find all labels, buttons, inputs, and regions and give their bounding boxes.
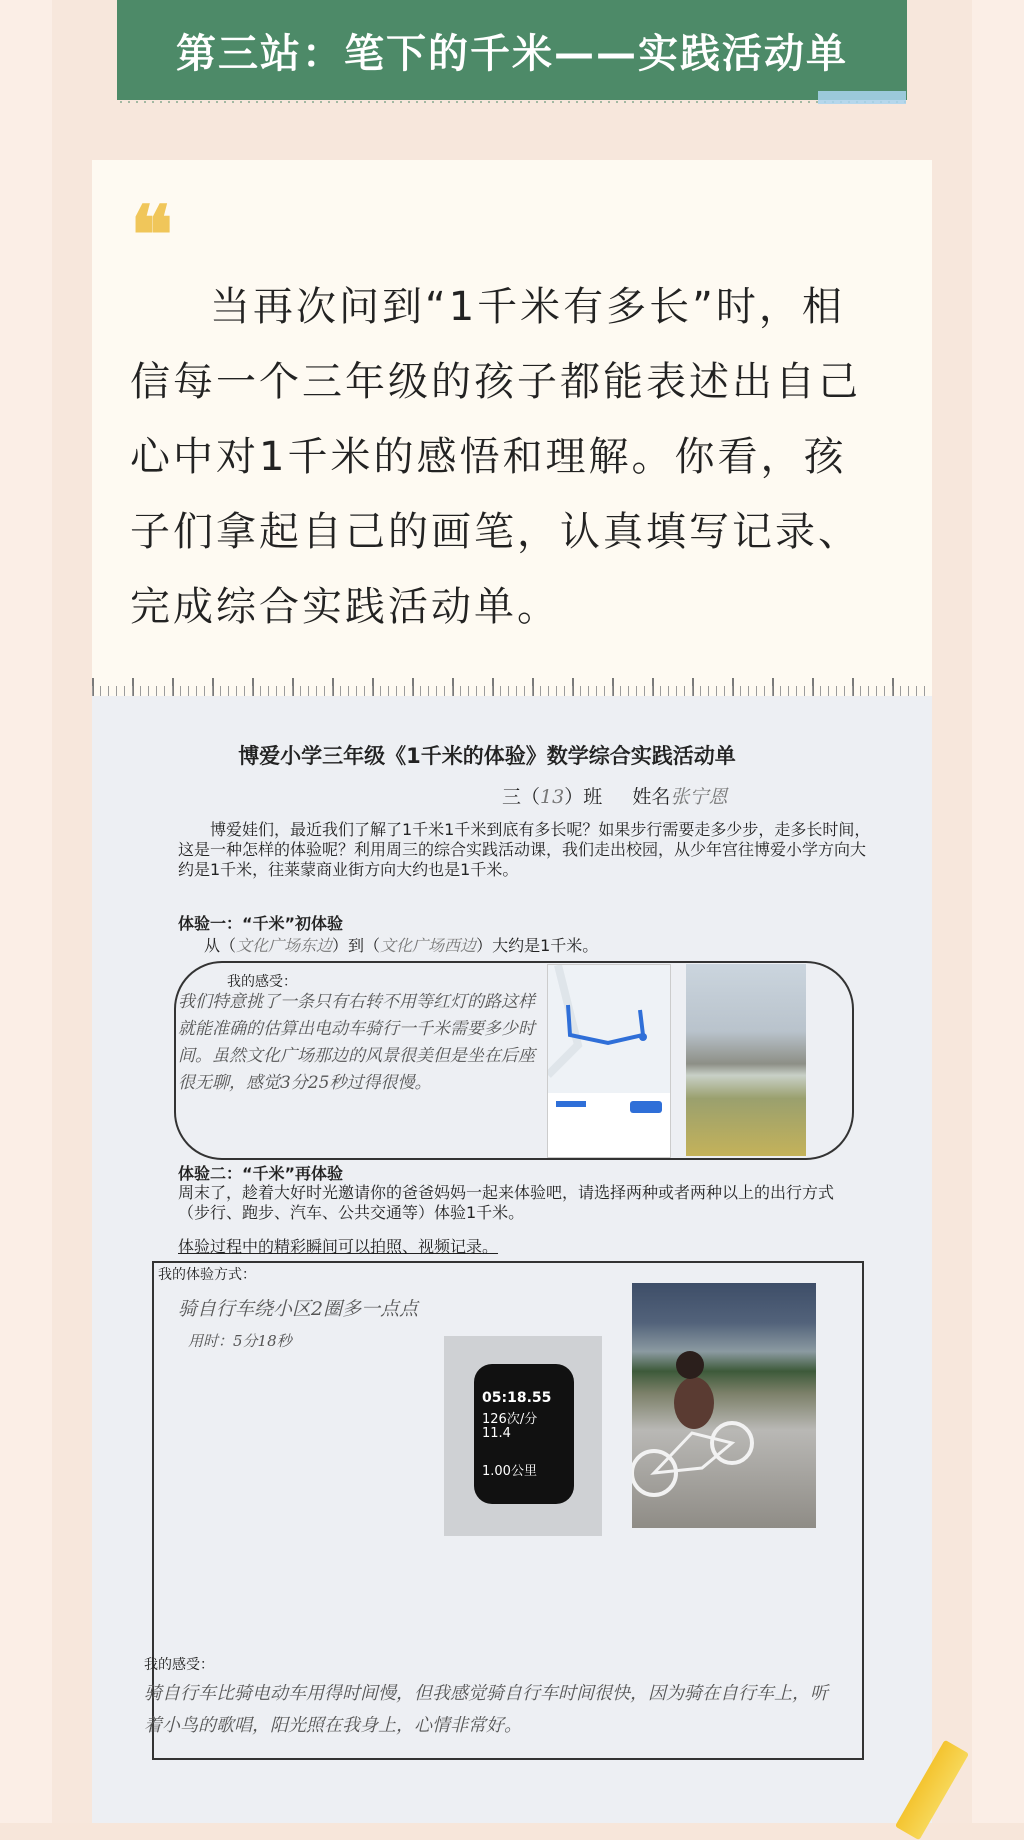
section-banner: [117, 0, 907, 100]
watch-time: 05:18.55: [482, 1390, 552, 1406]
experience2-time-text: 用时：5分18秒: [188, 1332, 292, 1350]
name-label: 姓名: [632, 786, 671, 808]
intro-paragraph: 当再次问到“1千米有多长”时，相信每一个三年级的孩子都能表述出自己心中对1千米的感悟和理解。你看，孩子们拿起自己的画笔，认真填写记录、完成综合实践活动单。: [130, 284, 861, 630]
experience2-feel-label: 我的感受：: [144, 1657, 214, 1673]
experience2-note: 体验过程中的精彩瞬间可以拍照、视频记录。: [178, 1237, 499, 1256]
experience2-paragraph: 周末了，趁着大好时光邀请你的爸爸妈妈一起来体验吧，请选择两种或者两种以上的出行方式（步行、跑步、汽车、公共交通等）体验1千米。: [178, 1183, 835, 1222]
experience1-route: 从（文化广场东边）到（文化广场西边）大约是1千米。: [204, 936, 599, 955]
experience2-way-text: 骑自行车绕小区2圈多一点点: [178, 1298, 419, 1320]
map-route-photo: [547, 964, 671, 1158]
experience1-heading: 体验一：“千米”初体验: [178, 914, 344, 933]
watch-distance: 1.00公里: [482, 1464, 537, 1479]
quote-icon: ❝: [130, 188, 174, 282]
child-cycling-photo: [632, 1283, 816, 1528]
experience1-feel-text: 我们特意挑了一条只有右转不用等红灯的路这样就能准确的估算出电动车骑行一千米需要多少时间。虽然文化广场那边的风景很美但是坐在后座很无聊，感觉3分25秒过得很慢。: [178, 992, 535, 1093]
banner-dotted-edge: [117, 100, 907, 104]
experience2-heading: 体验二：“千米”再体验: [178, 1164, 344, 1183]
class-number: 13: [540, 786, 565, 808]
ruler-divider: [92, 674, 932, 696]
experience1-feel-label: 我的感受：: [227, 974, 297, 990]
banner-tape-accent: [818, 91, 906, 104]
activity-sheet-photo: [92, 696, 932, 1823]
sheet-title: 博爱小学三年级《1千米的体验》数学综合实践活动单: [238, 744, 736, 768]
experience2-feel-text: 骑自行车比骑电动车用得时间慢，但我感觉骑自行车时间很快，因为骑在自行车上，听着小鸟的歌唱，阳光照在我身上，心情非常好。: [144, 1683, 828, 1736]
student-name: 张宁恩: [670, 786, 728, 808]
watch-rate: 126次/分: [482, 1412, 538, 1427]
street-photo: [686, 964, 806, 1156]
banner-title: 第三站：笔下的千米——实践活动单: [176, 30, 848, 77]
intro-text: [130, 270, 870, 645]
smartwatch-photo: [444, 1336, 602, 1536]
side-margin-left: [0, 0, 52, 1823]
watch-face: [474, 1364, 574, 1504]
sheet-intro-paragraph: 博爱娃们，最近我们了解了1千米1千米到底有多长呢？如果步行需要走多少步，走多长时间，这是一种怎样的体验呢？利用周三的综合实践活动课，我们走出校园，从少年宫往博爱小学方向大约是1千米，往莱蒙商业街方向大约也是1千米。: [178, 820, 871, 879]
watch-pace: 11.4: [482, 1426, 511, 1441]
class-name-line: 三（13）班 姓名张宁恩: [502, 786, 728, 808]
experience2-way-label: 我的体验方式：: [158, 1267, 256, 1283]
side-margin-right: [972, 0, 1024, 1823]
